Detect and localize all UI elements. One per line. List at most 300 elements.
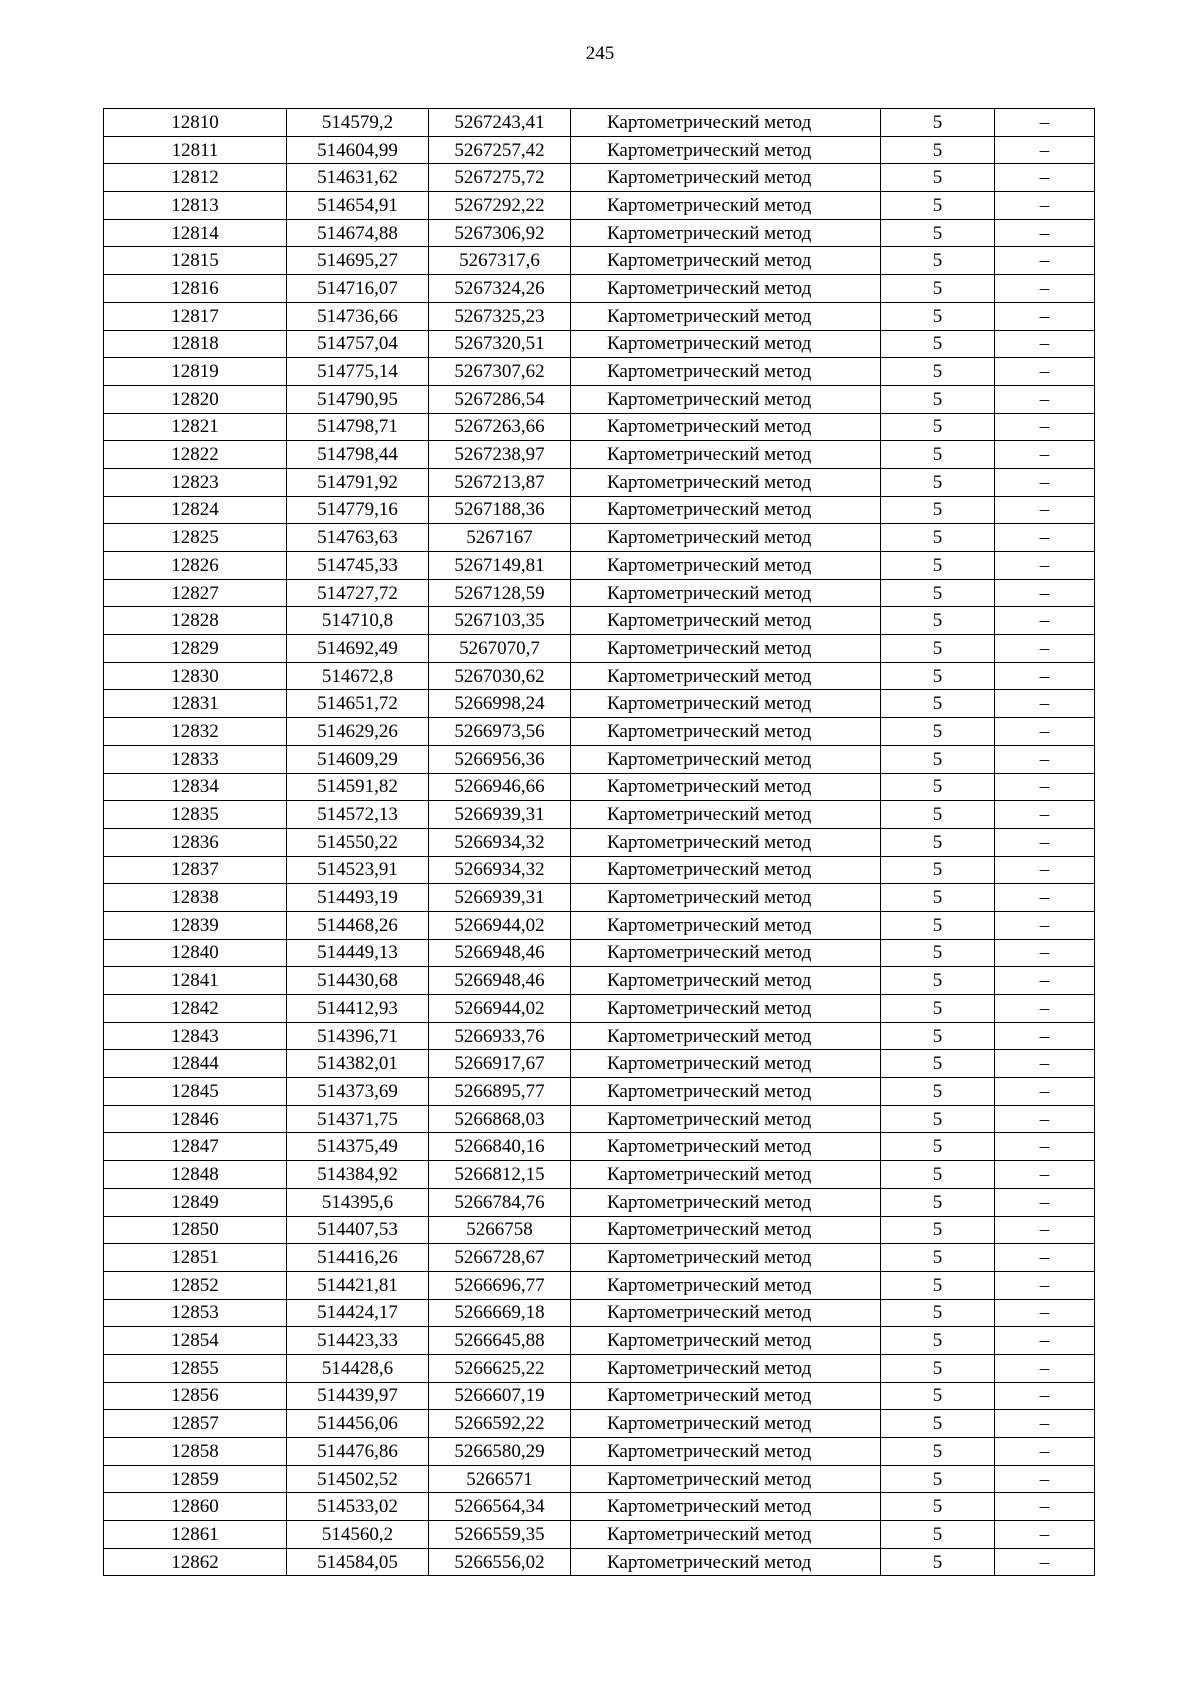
note-cell: – xyxy=(995,1548,1095,1576)
accuracy-cell: 5 xyxy=(881,496,995,524)
y-coordinate-cell: 5267292,22 xyxy=(429,192,571,220)
y-coordinate-cell: 5266625,22 xyxy=(429,1354,571,1382)
method-cell: Картометрический метод xyxy=(571,552,881,580)
x-coordinate-cell: 514692,49 xyxy=(287,635,429,663)
point-number-cell: 12856 xyxy=(104,1382,287,1410)
accuracy-cell: 5 xyxy=(881,524,995,552)
accuracy-cell: 5 xyxy=(881,1327,995,1355)
method-cell: Картометрический метод xyxy=(571,1050,881,1078)
x-coordinate-cell: 514476,86 xyxy=(287,1438,429,1466)
note-cell: – xyxy=(995,219,1095,247)
method-cell: Картометрический метод xyxy=(571,385,881,413)
table-row xyxy=(104,552,1095,580)
method-cell: Картометрический метод xyxy=(571,413,881,441)
y-coordinate-cell: 5267188,36 xyxy=(429,496,571,524)
note-cell: – xyxy=(995,690,1095,718)
accuracy-cell: 5 xyxy=(881,136,995,164)
x-coordinate-cell: 514550,22 xyxy=(287,828,429,856)
point-number-cell: 12859 xyxy=(104,1465,287,1493)
y-coordinate-cell: 5266556,02 xyxy=(429,1548,571,1576)
point-number-cell: 12836 xyxy=(104,828,287,856)
table-row xyxy=(104,1188,1095,1216)
y-coordinate-cell: 5266728,67 xyxy=(429,1244,571,1272)
x-coordinate-cell: 514424,17 xyxy=(287,1299,429,1327)
table-row xyxy=(104,1410,1095,1438)
point-number-cell: 12811 xyxy=(104,136,287,164)
table-row xyxy=(104,192,1095,220)
x-coordinate-cell: 514439,97 xyxy=(287,1382,429,1410)
method-cell: Картометрический метод xyxy=(571,219,881,247)
note-cell: – xyxy=(995,1050,1095,1078)
point-number-cell: 12843 xyxy=(104,1022,287,1050)
accuracy-cell: 5 xyxy=(881,1548,995,1576)
x-coordinate-cell: 514604,99 xyxy=(287,136,429,164)
method-cell: Картометрический метод xyxy=(571,828,881,856)
point-number-cell: 12829 xyxy=(104,635,287,663)
table-row xyxy=(104,1105,1095,1133)
method-cell: Картометрический метод xyxy=(571,607,881,635)
x-coordinate-cell: 514791,92 xyxy=(287,468,429,496)
accuracy-cell: 5 xyxy=(881,635,995,663)
y-coordinate-cell: 5266669,18 xyxy=(429,1299,571,1327)
point-number-cell: 12814 xyxy=(104,219,287,247)
point-number-cell: 12828 xyxy=(104,607,287,635)
note-cell: – xyxy=(995,1161,1095,1189)
accuracy-cell: 5 xyxy=(881,607,995,635)
point-number-cell: 12838 xyxy=(104,884,287,912)
x-coordinate-cell: 514456,06 xyxy=(287,1410,429,1438)
accuracy-cell: 5 xyxy=(881,1354,995,1382)
point-number-cell: 12824 xyxy=(104,496,287,524)
accuracy-cell: 5 xyxy=(881,1050,995,1078)
y-coordinate-cell: 5266948,46 xyxy=(429,967,571,995)
method-cell: Картометрический метод xyxy=(571,911,881,939)
table-row xyxy=(104,911,1095,939)
y-coordinate-cell: 5266758 xyxy=(429,1216,571,1244)
note-cell: – xyxy=(995,856,1095,884)
point-number-cell: 12841 xyxy=(104,967,287,995)
table-row xyxy=(104,302,1095,330)
note-cell: – xyxy=(995,1493,1095,1521)
method-cell: Картометрический метод xyxy=(571,718,881,746)
table-row xyxy=(104,579,1095,607)
x-coordinate-cell: 514629,26 xyxy=(287,718,429,746)
accuracy-cell: 5 xyxy=(881,468,995,496)
y-coordinate-cell: 5267286,54 xyxy=(429,385,571,413)
table-row xyxy=(104,884,1095,912)
x-coordinate-cell: 514779,16 xyxy=(287,496,429,524)
note-cell: – xyxy=(995,1521,1095,1549)
point-number-cell: 12849 xyxy=(104,1188,287,1216)
y-coordinate-cell: 5267324,26 xyxy=(429,275,571,303)
x-coordinate-cell: 514591,82 xyxy=(287,773,429,801)
table-row xyxy=(104,1438,1095,1466)
accuracy-cell: 5 xyxy=(881,385,995,413)
y-coordinate-cell: 5266998,24 xyxy=(429,690,571,718)
method-cell: Картометрический метод xyxy=(571,1244,881,1272)
table-row xyxy=(104,662,1095,690)
table-row xyxy=(104,745,1095,773)
accuracy-cell: 5 xyxy=(881,164,995,192)
note-cell: – xyxy=(995,275,1095,303)
y-coordinate-cell: 5266840,16 xyxy=(429,1133,571,1161)
note-cell: – xyxy=(995,1216,1095,1244)
method-cell: Картометрический метод xyxy=(571,1521,881,1549)
y-coordinate-cell: 5266564,34 xyxy=(429,1493,571,1521)
note-cell: – xyxy=(995,109,1095,137)
accuracy-cell: 5 xyxy=(881,358,995,386)
accuracy-cell: 5 xyxy=(881,413,995,441)
x-coordinate-cell: 514584,05 xyxy=(287,1548,429,1576)
point-number-cell: 12842 xyxy=(104,995,287,1023)
note-cell: – xyxy=(995,192,1095,220)
x-coordinate-cell: 514373,69 xyxy=(287,1078,429,1106)
method-cell: Картометрический метод xyxy=(571,1354,881,1382)
table-row xyxy=(104,1548,1095,1576)
method-cell: Картометрический метод xyxy=(571,1410,881,1438)
point-number-cell: 12855 xyxy=(104,1354,287,1382)
table-row xyxy=(104,856,1095,884)
point-number-cell: 12823 xyxy=(104,468,287,496)
note-cell: – xyxy=(995,552,1095,580)
note-cell: – xyxy=(995,995,1095,1023)
method-cell: Картометрический метод xyxy=(571,745,881,773)
table-row xyxy=(104,607,1095,635)
x-coordinate-cell: 514651,72 xyxy=(287,690,429,718)
y-coordinate-cell: 5267128,59 xyxy=(429,579,571,607)
method-cell: Картометрический метод xyxy=(571,1105,881,1133)
page-number: 245 xyxy=(585,43,615,64)
point-number-cell: 12840 xyxy=(104,939,287,967)
y-coordinate-cell: 5266934,32 xyxy=(429,828,571,856)
y-coordinate-cell: 5266934,32 xyxy=(429,856,571,884)
note-cell: – xyxy=(995,330,1095,358)
point-number-cell: 12860 xyxy=(104,1493,287,1521)
accuracy-cell: 5 xyxy=(881,302,995,330)
table-row xyxy=(104,385,1095,413)
method-cell: Картометрический метод xyxy=(571,496,881,524)
point-number-cell: 12820 xyxy=(104,385,287,413)
note-cell: – xyxy=(995,247,1095,275)
accuracy-cell: 5 xyxy=(881,884,995,912)
method-cell: Картометрический метод xyxy=(571,662,881,690)
point-number-cell: 12816 xyxy=(104,275,287,303)
method-cell: Картометрический метод xyxy=(571,884,881,912)
method-cell: Картометрический метод xyxy=(571,1188,881,1216)
note-cell: – xyxy=(995,1078,1095,1106)
method-cell: Картометрический метод xyxy=(571,302,881,330)
note-cell: – xyxy=(995,1022,1095,1050)
y-coordinate-cell: 5267243,41 xyxy=(429,109,571,137)
table-row xyxy=(104,441,1095,469)
x-coordinate-cell: 514790,95 xyxy=(287,385,429,413)
y-coordinate-cell: 5267325,23 xyxy=(429,302,571,330)
note-cell: – xyxy=(995,302,1095,330)
y-coordinate-cell: 5266784,76 xyxy=(429,1188,571,1216)
x-coordinate-cell: 514502,52 xyxy=(287,1465,429,1493)
x-coordinate-cell: 514533,02 xyxy=(287,1493,429,1521)
y-coordinate-cell: 5267213,87 xyxy=(429,468,571,496)
note-cell: – xyxy=(995,828,1095,856)
x-coordinate-cell: 514798,71 xyxy=(287,413,429,441)
note-cell: – xyxy=(995,745,1095,773)
accuracy-cell: 5 xyxy=(881,967,995,995)
accuracy-cell: 5 xyxy=(881,1161,995,1189)
accuracy-cell: 5 xyxy=(881,1105,995,1133)
method-cell: Картометрический метод xyxy=(571,247,881,275)
method-cell: Картометрический метод xyxy=(571,1327,881,1355)
point-number-cell: 12861 xyxy=(104,1521,287,1549)
y-coordinate-cell: 5267030,62 xyxy=(429,662,571,690)
y-coordinate-cell: 5266559,35 xyxy=(429,1521,571,1549)
table-row xyxy=(104,524,1095,552)
accuracy-cell: 5 xyxy=(881,1382,995,1410)
method-cell: Картометрический метод xyxy=(571,468,881,496)
table-row xyxy=(104,1216,1095,1244)
accuracy-cell: 5 xyxy=(881,745,995,773)
point-number-cell: 12819 xyxy=(104,358,287,386)
table-row xyxy=(104,1382,1095,1410)
y-coordinate-cell: 5266944,02 xyxy=(429,911,571,939)
table-row xyxy=(104,1050,1095,1078)
table-row xyxy=(104,1078,1095,1106)
x-coordinate-cell: 514523,91 xyxy=(287,856,429,884)
note-cell: – xyxy=(995,579,1095,607)
accuracy-cell: 5 xyxy=(881,579,995,607)
note-cell: – xyxy=(995,468,1095,496)
table-row xyxy=(104,1271,1095,1299)
y-coordinate-cell: 5266580,29 xyxy=(429,1438,571,1466)
table-row xyxy=(104,995,1095,1023)
point-number-cell: 12857 xyxy=(104,1410,287,1438)
point-number-cell: 12830 xyxy=(104,662,287,690)
x-coordinate-cell: 514736,66 xyxy=(287,302,429,330)
y-coordinate-cell: 5266868,03 xyxy=(429,1105,571,1133)
x-coordinate-cell: 514672,8 xyxy=(287,662,429,690)
method-cell: Картометрический метод xyxy=(571,690,881,718)
y-coordinate-cell: 5267320,51 xyxy=(429,330,571,358)
accuracy-cell: 5 xyxy=(881,856,995,884)
point-number-cell: 12810 xyxy=(104,109,287,137)
y-coordinate-cell: 5266948,46 xyxy=(429,939,571,967)
method-cell: Картометрический метод xyxy=(571,856,881,884)
x-coordinate-cell: 514560,2 xyxy=(287,1521,429,1549)
note-cell: – xyxy=(995,635,1095,663)
y-coordinate-cell: 5267149,81 xyxy=(429,552,571,580)
table-row xyxy=(104,358,1095,386)
accuracy-cell: 5 xyxy=(881,1493,995,1521)
table-row xyxy=(104,413,1095,441)
accuracy-cell: 5 xyxy=(881,109,995,137)
method-cell: Картометрический метод xyxy=(571,1078,881,1106)
x-coordinate-cell: 514710,8 xyxy=(287,607,429,635)
x-coordinate-cell: 514727,72 xyxy=(287,579,429,607)
note-cell: – xyxy=(995,1438,1095,1466)
table-row xyxy=(104,635,1095,663)
table-row xyxy=(104,828,1095,856)
point-number-cell: 12853 xyxy=(104,1299,287,1327)
y-coordinate-cell: 5266895,77 xyxy=(429,1078,571,1106)
method-cell: Картометрический метод xyxy=(571,441,881,469)
note-cell: – xyxy=(995,1244,1095,1272)
y-coordinate-cell: 5266939,31 xyxy=(429,801,571,829)
x-coordinate-cell: 514428,6 xyxy=(287,1354,429,1382)
accuracy-cell: 5 xyxy=(881,275,995,303)
method-cell: Картометрический метод xyxy=(571,192,881,220)
point-number-cell: 12827 xyxy=(104,579,287,607)
x-coordinate-cell: 514468,26 xyxy=(287,911,429,939)
x-coordinate-cell: 514430,68 xyxy=(287,967,429,995)
x-coordinate-cell: 514757,04 xyxy=(287,330,429,358)
x-coordinate-cell: 514763,63 xyxy=(287,524,429,552)
point-number-cell: 12854 xyxy=(104,1327,287,1355)
method-cell: Картометрический метод xyxy=(571,1161,881,1189)
table-row xyxy=(104,967,1095,995)
y-coordinate-cell: 5266917,67 xyxy=(429,1050,571,1078)
x-coordinate-cell: 514395,6 xyxy=(287,1188,429,1216)
y-coordinate-cell: 5266607,19 xyxy=(429,1382,571,1410)
method-cell: Картометрический метод xyxy=(571,1382,881,1410)
method-cell: Картометрический метод xyxy=(571,1216,881,1244)
method-cell: Картометрический метод xyxy=(571,1465,881,1493)
note-cell: – xyxy=(995,718,1095,746)
x-coordinate-cell: 514375,49 xyxy=(287,1133,429,1161)
accuracy-cell: 5 xyxy=(881,192,995,220)
y-coordinate-cell: 5266956,36 xyxy=(429,745,571,773)
y-coordinate-cell: 5267167 xyxy=(429,524,571,552)
y-coordinate-cell: 5266973,56 xyxy=(429,718,571,746)
point-number-cell: 12831 xyxy=(104,690,287,718)
accuracy-cell: 5 xyxy=(881,801,995,829)
point-number-cell: 12837 xyxy=(104,856,287,884)
note-cell: – xyxy=(995,385,1095,413)
note-cell: – xyxy=(995,136,1095,164)
point-number-cell: 12848 xyxy=(104,1161,287,1189)
table-row xyxy=(104,801,1095,829)
method-cell: Картометрический метод xyxy=(571,1133,881,1161)
accuracy-cell: 5 xyxy=(881,1022,995,1050)
accuracy-cell: 5 xyxy=(881,995,995,1023)
point-number-cell: 12826 xyxy=(104,552,287,580)
table-row xyxy=(104,1493,1095,1521)
accuracy-cell: 5 xyxy=(881,1216,995,1244)
accuracy-cell: 5 xyxy=(881,939,995,967)
y-coordinate-cell: 5266933,76 xyxy=(429,1022,571,1050)
point-number-cell: 12850 xyxy=(104,1216,287,1244)
method-cell: Картометрический метод xyxy=(571,275,881,303)
method-cell: Картометрический метод xyxy=(571,1493,881,1521)
note-cell: – xyxy=(995,607,1095,635)
y-coordinate-cell: 5267257,42 xyxy=(429,136,571,164)
point-number-cell: 12832 xyxy=(104,718,287,746)
table-row xyxy=(104,136,1095,164)
note-cell: – xyxy=(995,1133,1095,1161)
x-coordinate-cell: 514745,33 xyxy=(287,552,429,580)
y-coordinate-cell: 5267307,62 xyxy=(429,358,571,386)
y-coordinate-cell: 5267263,66 xyxy=(429,413,571,441)
table-row xyxy=(104,247,1095,275)
accuracy-cell: 5 xyxy=(881,1299,995,1327)
accuracy-cell: 5 xyxy=(881,828,995,856)
point-number-cell: 12858 xyxy=(104,1438,287,1466)
point-number-cell: 12846 xyxy=(104,1105,287,1133)
x-coordinate-cell: 514654,91 xyxy=(287,192,429,220)
table-row xyxy=(104,1299,1095,1327)
accuracy-cell: 5 xyxy=(881,773,995,801)
x-coordinate-cell: 514382,01 xyxy=(287,1050,429,1078)
coordinates-table xyxy=(103,108,1095,1576)
y-coordinate-cell: 5267306,92 xyxy=(429,219,571,247)
method-cell: Картометрический метод xyxy=(571,1438,881,1466)
method-cell: Картометрический метод xyxy=(571,579,881,607)
point-number-cell: 12813 xyxy=(104,192,287,220)
table-row xyxy=(104,496,1095,524)
note-cell: – xyxy=(995,773,1095,801)
accuracy-cell: 5 xyxy=(881,552,995,580)
y-coordinate-cell: 5267275,72 xyxy=(429,164,571,192)
x-coordinate-cell: 514396,71 xyxy=(287,1022,429,1050)
accuracy-cell: 5 xyxy=(881,1521,995,1549)
point-number-cell: 12818 xyxy=(104,330,287,358)
point-number-cell: 12815 xyxy=(104,247,287,275)
point-number-cell: 12833 xyxy=(104,745,287,773)
y-coordinate-cell: 5267317,6 xyxy=(429,247,571,275)
point-number-cell: 12822 xyxy=(104,441,287,469)
x-coordinate-cell: 514798,44 xyxy=(287,441,429,469)
table-row xyxy=(104,1244,1095,1272)
y-coordinate-cell: 5266939,31 xyxy=(429,884,571,912)
method-cell: Картометрический метод xyxy=(571,164,881,192)
point-number-cell: 12862 xyxy=(104,1548,287,1576)
note-cell: – xyxy=(995,1410,1095,1438)
note-cell: – xyxy=(995,662,1095,690)
x-coordinate-cell: 514775,14 xyxy=(287,358,429,386)
note-cell: – xyxy=(995,1382,1095,1410)
y-coordinate-cell: 5266571 xyxy=(429,1465,571,1493)
point-number-cell: 12817 xyxy=(104,302,287,330)
note-cell: – xyxy=(995,884,1095,912)
note-cell: – xyxy=(995,1465,1095,1493)
point-number-cell: 12844 xyxy=(104,1050,287,1078)
table-row xyxy=(104,1354,1095,1382)
method-cell: Картометрический метод xyxy=(571,773,881,801)
method-cell: Картометрический метод xyxy=(571,995,881,1023)
table-row xyxy=(104,330,1095,358)
note-cell: – xyxy=(995,1271,1095,1299)
note-cell: – xyxy=(995,1299,1095,1327)
method-cell: Картометрический метод xyxy=(571,358,881,386)
accuracy-cell: 5 xyxy=(881,662,995,690)
x-coordinate-cell: 514416,26 xyxy=(287,1244,429,1272)
note-cell: – xyxy=(995,1354,1095,1382)
x-coordinate-cell: 514493,19 xyxy=(287,884,429,912)
table-row xyxy=(104,1465,1095,1493)
y-coordinate-cell: 5266946,66 xyxy=(429,773,571,801)
note-cell: – xyxy=(995,358,1095,386)
x-coordinate-cell: 514421,81 xyxy=(287,1271,429,1299)
note-cell: – xyxy=(995,1105,1095,1133)
table-row xyxy=(104,164,1095,192)
point-number-cell: 12812 xyxy=(104,164,287,192)
table-row xyxy=(104,690,1095,718)
method-cell: Картометрический метод xyxy=(571,136,881,164)
note-cell: – xyxy=(995,1327,1095,1355)
table-row xyxy=(104,468,1095,496)
accuracy-cell: 5 xyxy=(881,1244,995,1272)
y-coordinate-cell: 5266592,22 xyxy=(429,1410,571,1438)
accuracy-cell: 5 xyxy=(881,1438,995,1466)
method-cell: Картометрический метод xyxy=(571,801,881,829)
